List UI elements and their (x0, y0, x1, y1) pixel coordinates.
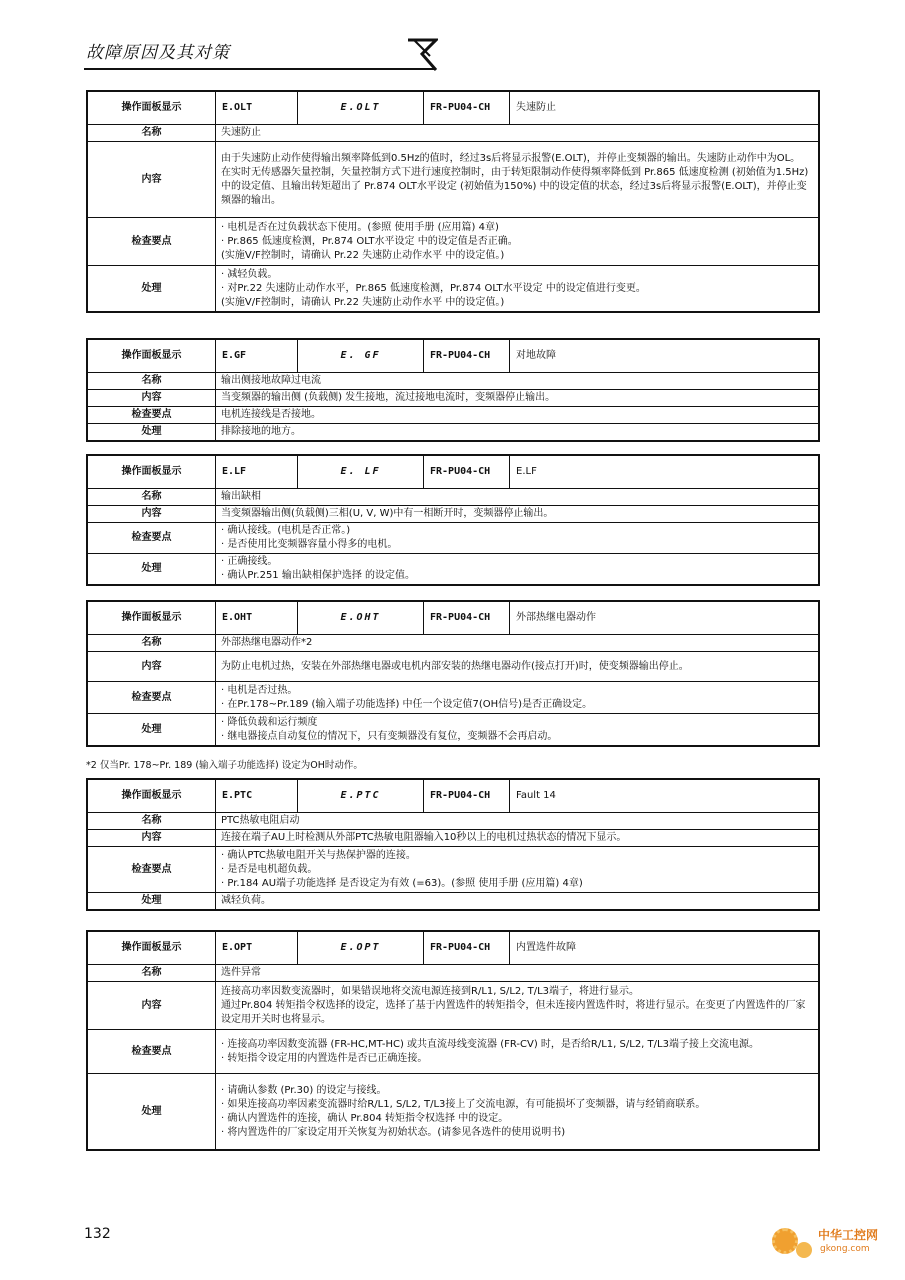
fault-action (216, 424, 819, 441)
fault-name: 输出侧接地故障过电流 (216, 373, 819, 390)
pu-text: 失速防止 (510, 92, 819, 125)
watermark-gear-icon (772, 1228, 798, 1254)
action-line: · 减轻负载。 (221, 268, 278, 280)
pu-text: 外部热继电器动作 (510, 602, 819, 635)
fault-action (216, 714, 819, 746)
check-line: · 确认PTC热敏电阻开关与热保护器的连接。 (221, 849, 416, 861)
content-line: 连接在端子AU上时检测从外部PTC热敏电阻器输入10秒以上的电机过热状态的情况下显示。 (221, 832, 627, 843)
fault-code: E.OHT (216, 602, 298, 635)
action-line: · 如果连接高功率因素变流器时给R/L1, S/L2, T/L3接上了交流电源，有可能损坏了变频器，请与经销商联系。 (221, 1098, 706, 1110)
fault-check (216, 847, 819, 893)
action-label: 处理 (88, 1074, 216, 1150)
fault-code: E.GF (216, 340, 298, 373)
check-line: · Pr.184 AU端子功能选择 是否设定为有效 (=63)。(参照 使用手册 (应用篇) 4章) (221, 877, 583, 889)
fault-name: 输出缺相 (216, 489, 819, 506)
page-number: 132 (84, 1226, 111, 1242)
content-line: 当变频器输出侧(负载侧)三相(U, V, W)中有一相断开时，变频器停止输出。 (221, 508, 554, 519)
check-line: · 转矩指令设定用的内置选件是否已正确连接。 (221, 1052, 428, 1064)
action-label: 处理 (88, 424, 216, 441)
panel-label: 操作面板显示 (88, 340, 216, 373)
content-line: 通过Pr.804 转矩指令权选择的设定，选择了基于内置选件的转矩指令，但未连接内置选件时，将进行显示。在变更了内置选件的厂家设定用开关时也将显示。 (221, 999, 806, 1025)
watermark-url: gkong.com (820, 1244, 870, 1254)
footnote: *2 仅当Pr. 178~Pr. 189 (输入端子功能选择) 设定为OH时动作。 (86, 760, 363, 771)
header-title: 故障原因及其对策 (86, 43, 230, 63)
panel-label: 操作面板显示 (88, 932, 216, 965)
content-label: 内容 (88, 506, 216, 523)
content-label: 内容 (88, 830, 216, 847)
fault-action (216, 1074, 819, 1150)
name-label: 名称 (88, 965, 216, 982)
action-line: · 确认内置选件的连接，确认 Pr.804 转矩指令权选择 中的设定。 (221, 1112, 509, 1124)
content-line: 为防止电机过热，安装在外部热继电器或电机内部安装的热继电器动作(接点打开)时，使变频器输出停止。 (221, 660, 689, 672)
check-label: 检查要点 (88, 1030, 216, 1074)
action-label: 处理 (88, 266, 216, 312)
panel-label: 操作面板显示 (88, 602, 216, 635)
fault-block (86, 454, 820, 586)
fault-check (216, 218, 819, 266)
action-line: 减轻负荷。 (221, 895, 271, 906)
watermark-gear-small-icon (796, 1242, 812, 1258)
fault-check (216, 407, 819, 424)
pu-label: FR-PU04-CH (424, 92, 510, 125)
fault-name: PTC热敏电阻启动 (216, 813, 819, 830)
fault-block (86, 778, 820, 911)
content-label: 内容 (88, 390, 216, 407)
name-label: 名称 (88, 489, 216, 506)
check-label: 检查要点 (88, 523, 216, 554)
check-label: 检查要点 (88, 407, 216, 424)
fault-name: 选件异常 (216, 965, 819, 982)
panel-label: 操作面板显示 (88, 92, 216, 125)
check-label: 检查要点 (88, 847, 216, 893)
fault-block (86, 930, 820, 1151)
fault-check (216, 682, 819, 714)
action-label: 处理 (88, 714, 216, 746)
check-line: · 是否是电机超负载。 (221, 863, 318, 875)
content-label: 内容 (88, 982, 216, 1030)
check-line: · 电机是否在过负载状态下使用。(参照 使用手册 (应用篇) 4章) (221, 221, 499, 233)
check-line: 电机连接线是否接地。 (221, 409, 321, 420)
pu-text: E.LF (510, 456, 819, 489)
fault-content (216, 982, 819, 1030)
pu-label: FR-PU04-CH (424, 456, 510, 489)
name-label: 名称 (88, 635, 216, 652)
action-line: · 正确接线。 (221, 556, 278, 567)
pu-label: FR-PU04-CH (424, 780, 510, 813)
action-label: 处理 (88, 893, 216, 910)
fault-code: E.PTC (216, 780, 298, 813)
brand-logo-icon (406, 38, 438, 72)
check-line: · 在Pr.178~Pr.189 (输入端子功能选择) 中任一个设定值7(OH信号)是否正确设定。 (221, 698, 593, 710)
check-line: (实施V/F控制时，请确认 Pr.22 失速防止动作水平 中的设定值。) (221, 249, 505, 261)
fault-content (216, 830, 819, 847)
panel-label: 操作面板显示 (88, 456, 216, 489)
name-label: 名称 (88, 373, 216, 390)
content-line: 连接高功率因数变流器时，如果错误地将交流电源连接到R/L1, S/L2, T/L3端子，将进行显示。 (221, 985, 640, 997)
fault-content (216, 390, 819, 407)
content-label: 内容 (88, 652, 216, 682)
content-label: 内容 (88, 142, 216, 218)
pu-text: 对地故障 (510, 340, 819, 373)
name-label: 名称 (88, 125, 216, 142)
action-line: · 请确认参数 (Pr.30) 的设定与接线。 (221, 1084, 387, 1096)
name-label: 名称 (88, 813, 216, 830)
fault-code: E.OPT (216, 932, 298, 965)
action-line: · 将内置选件的厂家设定用开关恢复为初始状态。(请参见各选件的使用说明书) (221, 1126, 566, 1138)
pu-text: 内置选件故障 (510, 932, 819, 965)
fault-block (86, 90, 820, 313)
check-line: · 确认接线。(电机是否正常。) (221, 525, 351, 536)
fault-code: E.LF (216, 456, 298, 489)
action-line: · 降低负载和运行频度 (221, 716, 318, 728)
panel-label: 操作面板显示 (88, 780, 216, 813)
check-line: · 电机是否过热。 (221, 684, 298, 696)
segment-display: E. LF (298, 456, 424, 489)
segment-display: E.PTC (298, 780, 424, 813)
segment-display: E. GF (298, 340, 424, 373)
fault-name: 失速防止 (216, 125, 819, 142)
check-line: · Pr.865 低速度检测，Pr.874 OLT水平设定 中的设定值是否正确。 (221, 235, 518, 247)
content-line: 在实时无传感器矢量控制，矢量控制方式下进行速度控制时，由于转矩限制动作使得频率降低到 Pr.865 低速度检测 (初始值为1.5Hz) 中的设定值、且输出转矩超出了 Pr.874 OLT水平设定 (初始值为150%) 中的设定值的状态，经过3s后将显示报警(E.OLT)，并停止变频器的输出。 (221, 166, 809, 206)
check-label: 检查要点 (88, 218, 216, 266)
content-line: 由于失速防止动作使得输出频率降低到0.5Hz的值时，经过3s后将显示报警(E.OLT)，并停止变频器的输出。失速防止动作中为OL。 (221, 152, 801, 164)
check-line: · 连接高功率因数变流器 (FR-HC,MT-HC) 或共直流母线变流器 (FR-CV) 时，是否给R/L1, S/L2, T/L3端子接上交流电源。 (221, 1038, 759, 1050)
fault-content (216, 142, 819, 218)
content-line: 当变频器的输出侧 (负载侧) 发生接地，流过接地电流时，变频器停止输出。 (221, 392, 556, 403)
action-line: · 对Pr.22 失速防止动作水平，Pr.865 低速度检测，Pr.874 OLT水平设定 中的设定值进行变更。 (221, 282, 646, 294)
action-label: 处理 (88, 554, 216, 585)
action-line: · 确认Pr.251 输出缺相保护选择 的设定值。 (221, 570, 416, 581)
pu-label: FR-PU04-CH (424, 932, 510, 965)
fault-block (86, 338, 820, 442)
fault-action (216, 554, 819, 585)
fault-action (216, 266, 819, 312)
action-line: (实施V/F控制时，请确认 Pr.22 失速防止动作水平 中的设定值。) (221, 296, 505, 308)
segment-display: E.OHT (298, 602, 424, 635)
fault-name: 外部热继电器动作*2 (216, 635, 819, 652)
check-label: 检查要点 (88, 682, 216, 714)
fault-check (216, 523, 819, 554)
watermark-name: 中华工控网 (818, 1228, 879, 1242)
fault-check (216, 1030, 819, 1074)
pu-label: FR-PU04-CH (424, 340, 510, 373)
header-rule (84, 68, 436, 70)
action-line: · 继电器接点自动复位的情况下，只有变频器没有复位，变频器不会再启动。 (221, 730, 558, 742)
fault-code: E.OLT (216, 92, 298, 125)
pu-text: Fault 14 (510, 780, 819, 813)
fault-block (86, 600, 820, 747)
fault-content (216, 506, 819, 523)
fault-content (216, 652, 819, 682)
segment-display: E.OPT (298, 932, 424, 965)
segment-display: E.OLT (298, 92, 424, 125)
check-line: · 是否使用比变频器容量小得多的电机。 (221, 539, 398, 550)
fault-action (216, 893, 819, 910)
pu-label: FR-PU04-CH (424, 602, 510, 635)
action-line: 排除接地的地方。 (221, 426, 301, 437)
